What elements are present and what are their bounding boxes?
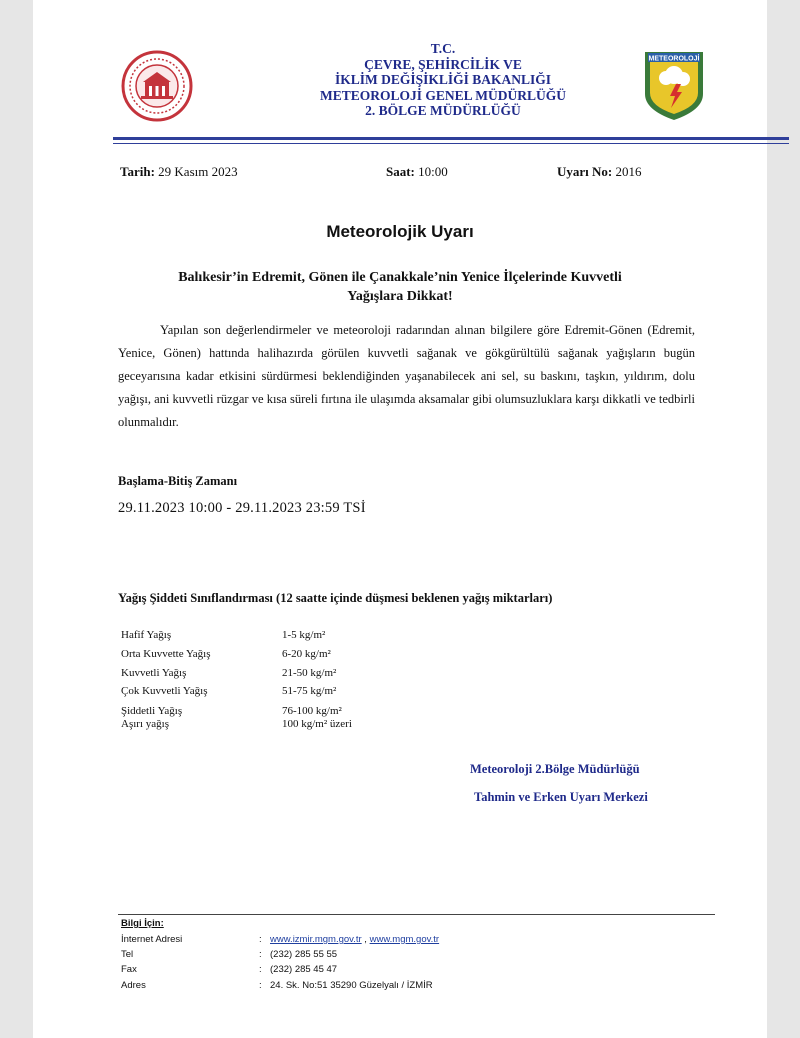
date-label: Tarih:: [120, 164, 155, 179]
website-link-mgm[interactable]: www.mgm.gov.tr: [369, 934, 440, 945]
warning-paragraph: Yapılan son değerlendirmeler ve meteoroloji radarından alınan bilgilere göre Edremit-Gönen (Edremit, Yenice, Gönen) hattında halihazırda görülen kuvvetli sağanak ve gökgürültülü sağanak yağışların bugün geceyarısına kadar etkisini sürdürmesi beklendiğinden yaşanabilecek ani sel, su baskını, taşkın, yıldırım, dolu yağışı, ani kuvvetli rüzgar ve kısa süreli fırtına ile ulaşımda aksamalar gibi olumsuzluklara karşı dikkatli ve tedbirli olunmalıdır.: [118, 323, 695, 429]
footer-address-label: Adres: [121, 980, 146, 991]
ministry-seal-icon: [121, 50, 193, 122]
classification-value: 100 kg/m² üzeri: [282, 718, 352, 730]
document-page: [33, 0, 767, 1038]
footer-tel-row: [121, 949, 338, 960]
classification-name: Hafif Yağış: [121, 629, 172, 641]
footer-address-row: [121, 980, 433, 991]
footer-colon: :: [259, 980, 262, 991]
footer-web-separator: ,: [361, 934, 370, 945]
period-label: Başlama-Bitiş Zamanı: [118, 474, 238, 488]
classification-name: Orta Kuvvette Yağış: [121, 648, 211, 660]
classification-row: [121, 629, 326, 641]
footer-web-links: [270, 934, 439, 945]
footer-fax-value: (232) 285 45 47: [270, 964, 338, 975]
footer-heading: Bilgi İçin:: [121, 918, 164, 929]
warning-headline-line-1: Balıkesir’in Edremit, Gönen ile Çanakkale’nin Yenice İlçelerinde Kuvvetli: [178, 270, 622, 285]
classification-row: [121, 705, 342, 717]
warning-body: [118, 319, 695, 434]
classification-name: Kuvvetli Yağış: [121, 667, 187, 679]
ministry-header: [253, 41, 633, 119]
header-line-directorate: METEOROLOJİ GENEL MÜDÜRLÜĞÜ: [319, 87, 567, 103]
time-label: Saat:: [386, 164, 415, 179]
classification-name: Aşırı yağış: [121, 718, 169, 730]
classification-value: 6-20 kg/m²: [282, 648, 331, 660]
time-field: [386, 164, 448, 180]
classification-name: Çok Kuvvetli Yağış: [121, 685, 208, 697]
classification-value: 76-100 kg/m²: [282, 705, 342, 717]
header-line-ministry-1: ÇEVRE, ŞEHİRCİLİK VE: [364, 56, 522, 72]
header-rule-thick: [113, 137, 789, 140]
footer-fax-row: [121, 964, 338, 975]
footer-rule: [118, 914, 715, 915]
warning-number-value: 2016: [615, 164, 642, 179]
signature-office: Meteoroloji 2.Bölge Müdürlüğü: [470, 762, 640, 776]
header-line-ministry-2: İKLİM DEĞİŞİKLİĞİ BAKANLIĞI: [334, 72, 552, 87]
time-value: 10:00: [418, 164, 448, 179]
warning-number-label: Uyarı No:: [557, 164, 613, 179]
warning-headline: [108, 268, 692, 306]
classification-row: [121, 648, 331, 660]
footer-address-value: 24. Sk. No:51 35290 Güzelyalı / İZMİR: [270, 980, 433, 991]
footer-tel-value: (232) 285 55 55: [270, 949, 338, 960]
footer-web-row: [121, 934, 440, 945]
classification-value: 51-75 kg/m²: [282, 685, 337, 697]
logo-text: METEOROLOJİ: [648, 55, 700, 63]
classification-row: [121, 667, 337, 679]
classification-value: 1-5 kg/m²: [282, 629, 326, 641]
period-value: 29.11.2023 10:00 - 29.11.2023 23:59 TSİ: [118, 500, 366, 516]
website-link-izmir[interactable]: www.izmir.mgm.gov.tr: [270, 934, 362, 945]
footer-web-label: İnternet Adresi: [121, 934, 183, 945]
classification-value: 21-50 kg/m²: [282, 667, 337, 679]
header-line-tc: T.C.: [430, 41, 456, 56]
warning-number-field: [557, 164, 642, 180]
classification-title: Yağış Şiddeti Sınıflandırması (12 saatte içinde düşmesi beklenen yağış miktarları): [118, 591, 553, 605]
classification-row: [121, 685, 337, 697]
warning-headline-line-2: Yağışlara Dikkat!: [347, 289, 453, 304]
document-title: Meteorolojik Uyarı: [326, 222, 474, 241]
date-value: 29 Kasım 2023: [158, 164, 238, 179]
signature-center: Tahmin ve Erken Uyarı Merkezi: [474, 790, 648, 804]
classification-name: Şiddetli Yağış: [121, 705, 183, 717]
footer-fax-label: Fax: [121, 964, 137, 975]
footer-colon: :: [259, 949, 262, 960]
footer-colon: :: [259, 964, 262, 975]
header-line-region: 2. BÖLGE MÜDÜRLÜĞÜ: [365, 103, 521, 118]
classification-row: [121, 718, 352, 730]
header-rule-thin: [113, 143, 789, 144]
meteoroloji-logo-icon: [641, 48, 707, 122]
footer-tel-label: Tel: [121, 949, 134, 960]
footer-colon: :: [259, 934, 262, 945]
date-field: [120, 164, 238, 180]
